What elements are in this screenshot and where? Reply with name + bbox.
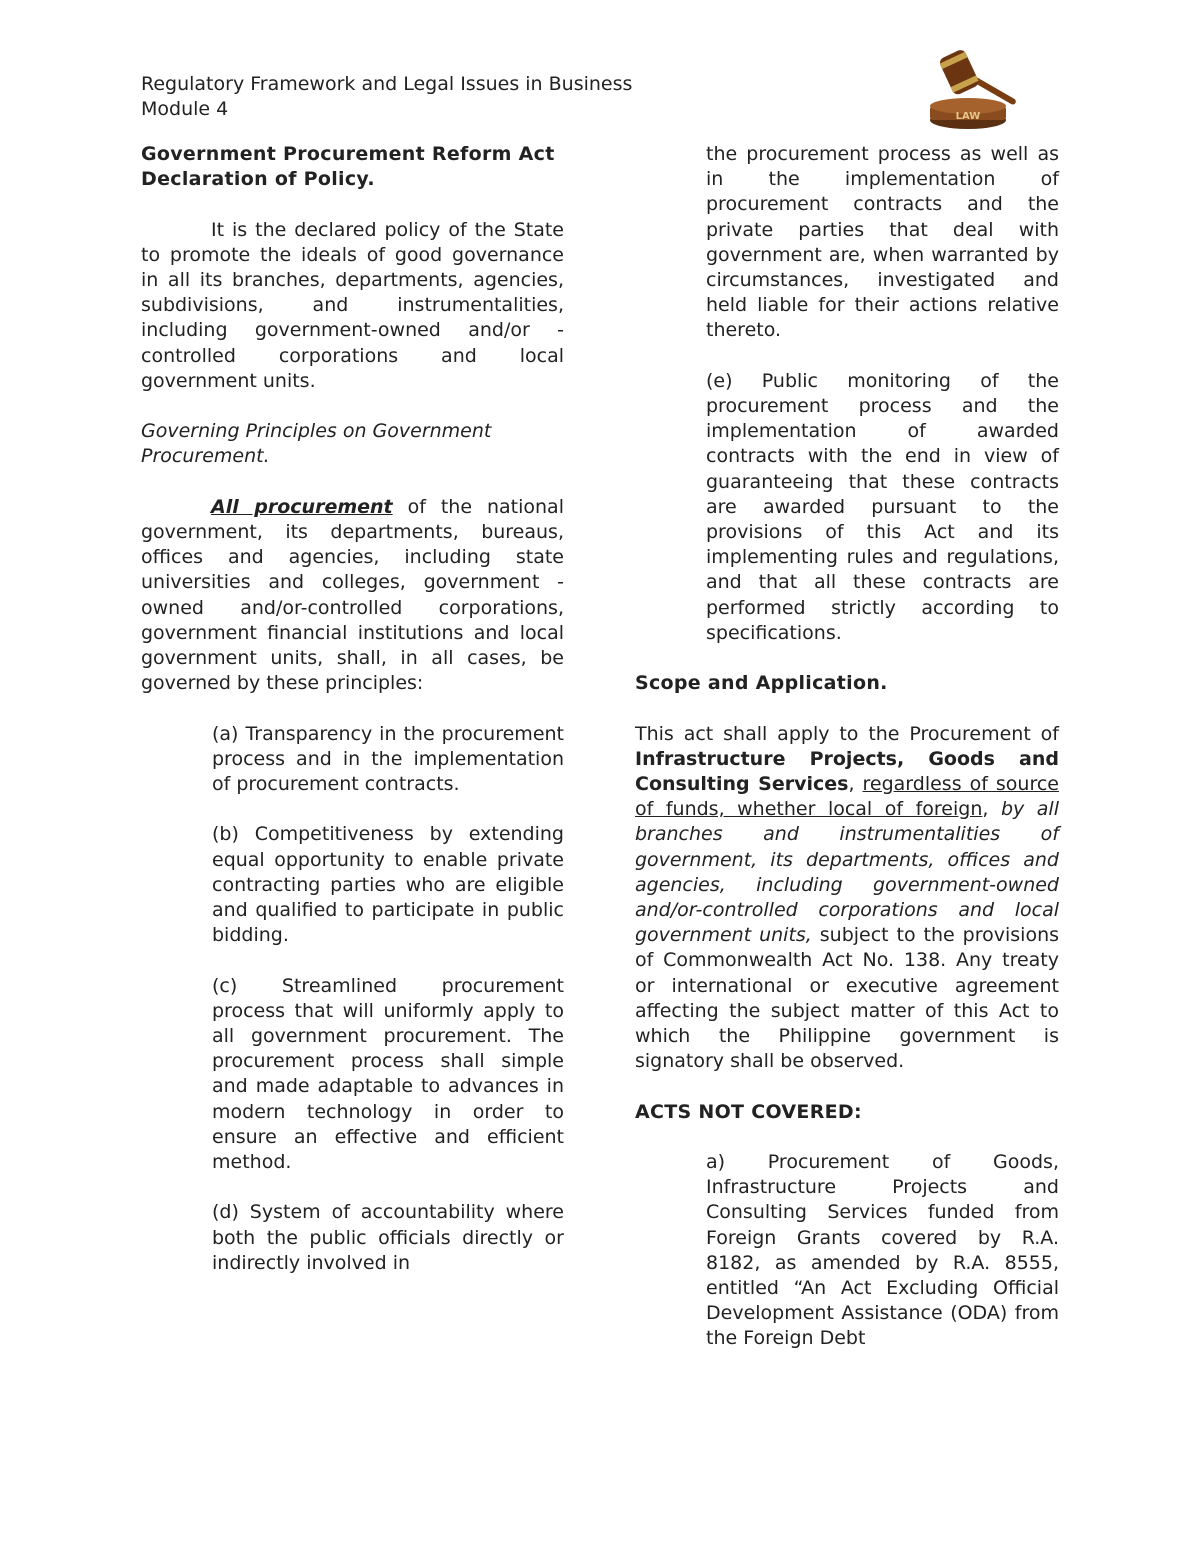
scope-paragraph: This act shall apply to the Procurement of Infrastructure Projects, Goods and Consulting Services, regardless of source of funds, whether local of foreign, by all branches and instrumentalities of government, its departments, offices and agencies, including government-owned and/or-controlled corporations and local government units, subject to the provisions of Commonwealth Act No. 138. Any treaty or international or executive agreement affecting the subject matter of this Act to which the Philippine government is signatory shall be observed. bbox=[635, 722, 1060, 1073]
page-header bbox=[141, 72, 632, 122]
all-procurement-paragraph: All procurement of the national government, its departments, bureaus, offices and agencies, including state universities and colleges, government -owned and/or-controlled corporations, government financial institutions and local government units, shall, in all cases, be governed by these principles: bbox=[141, 495, 564, 695]
principle-e: (e) Public monitoring of the procurement process and the implementation of awarded contracts with the end in view of guaranteeing that these contracts are awarded pursuant to the provisions of this Act and its implementing rules and regulations, and that all these contracts are performed strictly according to specifications. bbox=[706, 369, 1059, 644]
principle-c: (c) Streamlined procurement process that will uniformly apply to all government procurement. The procurement process shall simple and made adaptable to advances in modern technology in order to ensure an effective and efficient method. bbox=[212, 974, 564, 1174]
principles-heading: Governing Principles on Government Procurement. bbox=[141, 420, 492, 468]
declaration-heading: Declaration of Policy. bbox=[141, 168, 375, 191]
policy-paragraph: It is the declared policy of the State to promote the ideals of good governance in all its branches, departments, agencies, subdivisions, and instrumentalities, including government-owned and/or -controlled corporations and local government units. bbox=[141, 218, 564, 392]
scope-heading: Scope and Application. bbox=[635, 672, 888, 695]
principle-a: (a) Transparency in the procurement process and in the implementation of procurement contracts. bbox=[212, 722, 564, 796]
module-label: Module 4 bbox=[141, 98, 229, 120]
principle-b: (b) Competitiveness by extending equal opportunity to enable private contracting parties who are eligible and qualified to participate in public bidding. bbox=[212, 823, 564, 947]
gavel-icon bbox=[916, 44, 1028, 136]
not-covered-heading: ACTS NOT COVERED: bbox=[635, 1100, 862, 1123]
logo-text: LAW bbox=[955, 111, 981, 122]
principle-d-end: the procurement process as well as in the implementation of procurement contracts and the private parties that deal with government are, when warranted by circumstances, investigated and held liable for their actions relative thereto. bbox=[706, 143, 1059, 342]
left-column bbox=[141, 142, 564, 1276]
course-title: Regulatory Framework and Legal Issues in Business bbox=[141, 73, 633, 95]
right-column bbox=[635, 142, 1059, 1352]
act-title: Government Procurement Reform Act bbox=[141, 143, 555, 165]
principle-d-start: (d) System of accountability where both the public officials directly or indirectly involved in bbox=[212, 1201, 564, 1274]
not-covered-a: a) Procurement of Goods, Infrastructure Projects and Consulting Services funded from Foreign Grants covered by R.A. 8182, as amended by R.A. 8555, entitled “An Act Excluding Official Development Assistance (ODA) from the Foreign Debt bbox=[706, 1151, 1059, 1350]
